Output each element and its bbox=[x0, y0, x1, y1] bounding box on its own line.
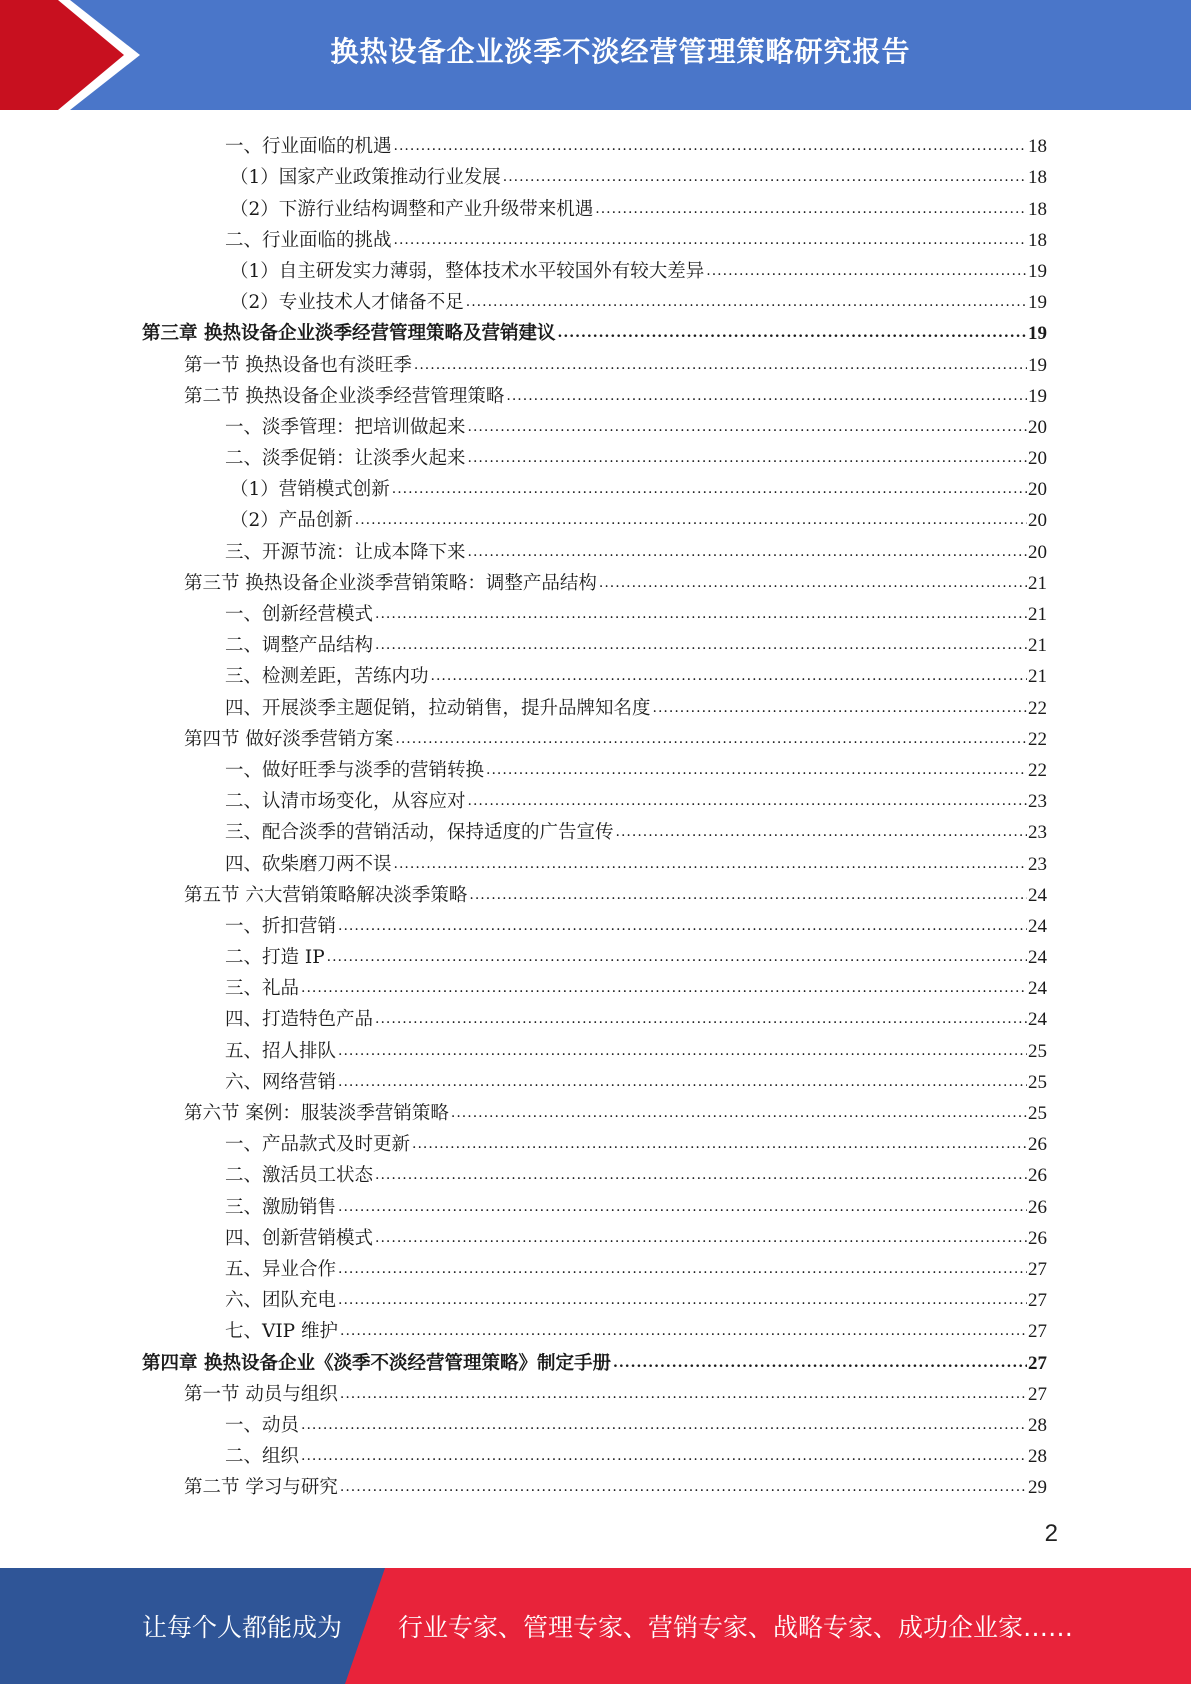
toc-entry-title: 一、产品款式及时更新 bbox=[225, 1134, 411, 1156]
toc-entry-title: （2）专业技术人才储备不足 bbox=[230, 292, 464, 314]
toc-leader-dots bbox=[375, 636, 1027, 654]
toc-subsection-entry[interactable] bbox=[142, 689, 1047, 720]
toc-subsection-entry[interactable] bbox=[142, 1157, 1047, 1188]
toc-entry-title: 七、VIP 维护 bbox=[225, 1321, 338, 1343]
toc-entry-title: 六、网络营销 bbox=[225, 1071, 337, 1093]
toc-entry-page: 18 bbox=[1028, 198, 1047, 220]
toc-entry-title: （1）国家产业政策推动行业发展 bbox=[230, 167, 501, 189]
toc-leader-dots bbox=[327, 948, 1027, 966]
toc-subsection-entry[interactable] bbox=[142, 1220, 1047, 1251]
toc-subsection-entry[interactable] bbox=[142, 783, 1047, 814]
footer-slogan-right: 行业专家、管理专家、营销专家、战略专家、成功企业家…… bbox=[398, 1613, 1074, 1642]
toc-subsection-entry[interactable] bbox=[142, 1001, 1047, 1032]
toc-entry-title: 一、做好旺季与淡季的营销转换 bbox=[225, 759, 485, 781]
toc-section-entry[interactable] bbox=[142, 1095, 1047, 1126]
toc-subsection-entry[interactable] bbox=[142, 596, 1047, 627]
toc-subsection-entry[interactable] bbox=[142, 1407, 1047, 1438]
toc-leader-dots bbox=[392, 480, 1027, 498]
toc-entry-title: （2）下游行业结构调整和产业升级带来机遇 bbox=[230, 198, 594, 220]
toc-entry-page: 19 bbox=[1028, 260, 1047, 282]
toc-leader-dots bbox=[468, 418, 1027, 436]
toc-entry-title: 第一节 换热设备也有淡旺季 bbox=[184, 354, 412, 376]
toc-leader-dots bbox=[301, 1447, 1027, 1465]
toc-entry-title: 第五节 六大营销策略解决淡季策略 bbox=[184, 884, 468, 906]
toc-subsection-entry[interactable] bbox=[142, 222, 1047, 253]
toc-leader-dots bbox=[412, 1135, 1027, 1153]
toc-leader-dots bbox=[468, 543, 1027, 561]
toc-subsection-entry[interactable] bbox=[142, 627, 1047, 658]
toc-entry-page: 26 bbox=[1028, 1196, 1047, 1218]
toc-entry-page: 19 bbox=[1028, 292, 1047, 314]
toc-subsection-entry[interactable] bbox=[142, 284, 1047, 315]
toc-entry-page: 23 bbox=[1028, 822, 1047, 844]
toc-entry-title: 一、行业面临的机遇 bbox=[225, 136, 392, 158]
toc-entry-title: （2）产品创新 bbox=[230, 510, 353, 532]
toc-entry-title: 第三节 换热设备企业淡季营销策略：调整产品结构 bbox=[184, 572, 597, 594]
toc-leader-dots bbox=[431, 667, 1027, 685]
toc-section-entry[interactable] bbox=[142, 1469, 1047, 1500]
toc-entry-page: 18 bbox=[1028, 229, 1047, 251]
toc-leader-dots bbox=[338, 917, 1027, 935]
toc-entry-title: 二、认清市场变化，从容应对 bbox=[225, 791, 466, 813]
toc-entry-title: 第四节 做好淡季营销方案 bbox=[184, 728, 394, 750]
toc-entry-page: 19 bbox=[1028, 385, 1047, 407]
toc-entry-page: 27 bbox=[1028, 1321, 1047, 1343]
toc-entry-page: 25 bbox=[1028, 1071, 1047, 1093]
toc-subsection-entry[interactable] bbox=[142, 939, 1047, 970]
toc-entry-title: 三、检测差距，苦练内功 bbox=[225, 666, 429, 688]
toc-entry-page: 20 bbox=[1028, 479, 1047, 501]
toc-leader-dots bbox=[557, 324, 1027, 342]
toc-entry-page: 24 bbox=[1028, 978, 1047, 1000]
toc-entry-page: 18 bbox=[1028, 136, 1047, 158]
toc-leader-dots bbox=[375, 1010, 1027, 1028]
toc-leader-dots bbox=[503, 168, 1027, 186]
toc-chapter-entry[interactable] bbox=[142, 1344, 1047, 1375]
toc-entry-page: 28 bbox=[1028, 1414, 1047, 1436]
report-title: 换热设备企业淡季不淡经营管理策略研究报告 bbox=[330, 35, 911, 68]
toc-subsection-entry[interactable] bbox=[142, 1251, 1047, 1282]
toc-entry-page: 21 bbox=[1028, 572, 1047, 594]
toc-entry-title: （1）自主研发实力薄弱，整体技术水平较国外有较大差异 bbox=[230, 260, 705, 282]
toc-entry-page: 20 bbox=[1028, 416, 1047, 438]
toc-entry-title: 三、开源节流：让成本降下来 bbox=[225, 541, 466, 563]
toc-entry-page: 20 bbox=[1028, 448, 1047, 470]
toc-entry-page: 25 bbox=[1028, 1103, 1047, 1124]
toc-subsection-entry[interactable] bbox=[142, 502, 1047, 533]
toc-leader-dots bbox=[414, 356, 1027, 374]
toc-leader-dots bbox=[394, 855, 1027, 873]
toc-entry-page: 21 bbox=[1028, 604, 1047, 625]
toc-entry-title: （1）营销模式创新 bbox=[230, 479, 390, 501]
toc-leader-dots bbox=[394, 137, 1027, 155]
toc-leader-dots bbox=[451, 1104, 1027, 1122]
toc-entry-page: 20 bbox=[1028, 541, 1047, 563]
toc-subsection-entry[interactable] bbox=[142, 658, 1047, 689]
toc-leader-dots bbox=[338, 1260, 1027, 1278]
toc-entry-page: 19 bbox=[1028, 323, 1047, 345]
toc-leader-dots bbox=[468, 449, 1027, 467]
toc-subsection-entry[interactable] bbox=[142, 128, 1047, 159]
toc-subsection-entry[interactable] bbox=[142, 1313, 1047, 1344]
toc-entry-title: 第一节 动员与组织 bbox=[184, 1383, 338, 1405]
toc-entry-page: 24 bbox=[1028, 884, 1047, 906]
toc-entry-title: 一、淡季管理：把培训做起来 bbox=[225, 416, 466, 438]
toc-section-entry[interactable] bbox=[142, 877, 1047, 908]
toc-entry-title: 四、打造特色产品 bbox=[225, 1009, 374, 1031]
toc-entry-page: 24 bbox=[1028, 915, 1047, 937]
toc-subsection-entry[interactable] bbox=[142, 970, 1047, 1001]
toc-subsection-entry[interactable] bbox=[142, 752, 1047, 783]
toc-leader-dots bbox=[599, 574, 1027, 592]
toc-entry-title: 二、打造 IP bbox=[225, 947, 325, 969]
toc-subsection-entry[interactable] bbox=[142, 409, 1047, 440]
toc-entry-page: 27 bbox=[1028, 1383, 1047, 1405]
toc-leader-dots bbox=[375, 1166, 1027, 1184]
toc-entry-page: 26 bbox=[1028, 1165, 1047, 1187]
toc-leader-dots bbox=[338, 1198, 1027, 1216]
footer-slogan-left: 让每个人都能成为 bbox=[142, 1613, 343, 1642]
toc-entry-page: 24 bbox=[1028, 947, 1047, 969]
toc-entry-page: 25 bbox=[1028, 1040, 1047, 1062]
toc-chapter-entry[interactable] bbox=[142, 315, 1047, 346]
toc-subsection-entry[interactable] bbox=[142, 908, 1047, 939]
toc-entry-title: 第三章 换热设备企业淡季经营管理策略及营销建议 bbox=[142, 323, 556, 345]
toc-entry-page: 24 bbox=[1028, 1009, 1047, 1031]
toc-leader-dots bbox=[375, 605, 1027, 623]
toc-leader-dots bbox=[468, 792, 1027, 810]
page-footer bbox=[0, 1568, 1191, 1684]
toc-leader-dots bbox=[301, 979, 1027, 997]
toc-subsection-entry[interactable] bbox=[142, 471, 1047, 502]
toc-section-entry[interactable] bbox=[142, 1376, 1047, 1407]
toc-entry-title: 一、创新经营模式 bbox=[225, 604, 374, 625]
toc-entry-title: 四、砍柴磨刀两不误 bbox=[225, 853, 392, 875]
toc-entry-title: 二、淡季促销：让淡季火起来 bbox=[225, 448, 466, 470]
toc-leader-dots bbox=[338, 1042, 1027, 1060]
toc-entry-page: 18 bbox=[1028, 167, 1047, 189]
toc-subsection-entry[interactable] bbox=[142, 1188, 1047, 1219]
toc-entry-page: 20 bbox=[1028, 510, 1047, 532]
toc-entry-page: 28 bbox=[1028, 1446, 1047, 1468]
toc-entry-title: 二、行业面临的挑战 bbox=[225, 229, 392, 251]
toc-subsection-entry[interactable] bbox=[142, 440, 1047, 471]
toc-subsection-entry[interactable] bbox=[142, 1126, 1047, 1157]
toc-entry-title: 五、异业合作 bbox=[225, 1258, 337, 1280]
toc-entry-page: 21 bbox=[1028, 666, 1047, 688]
toc-entry-page: 26 bbox=[1028, 1227, 1047, 1249]
toc-leader-dots bbox=[706, 262, 1027, 280]
toc-leader-dots bbox=[613, 1354, 1027, 1372]
toc-entry-title: 第二节 换热设备企业淡季经营管理策略 bbox=[184, 385, 505, 407]
toc-leader-dots bbox=[506, 387, 1027, 405]
toc-entry-title: 四、开展淡季主题促销，拉动销售，提升品牌知名度 bbox=[225, 697, 651, 719]
toc-subsection-entry[interactable] bbox=[142, 1064, 1047, 1095]
toc-leader-dots bbox=[395, 730, 1027, 748]
toc-leader-dots bbox=[595, 200, 1027, 218]
toc-leader-dots bbox=[469, 886, 1027, 904]
toc-entry-page: 27 bbox=[1028, 1290, 1047, 1312]
toc-section-entry[interactable] bbox=[142, 565, 1047, 596]
toc-leader-dots bbox=[340, 1322, 1027, 1340]
toc-subsection-entry[interactable] bbox=[142, 1282, 1047, 1313]
toc-entry-title: 四、创新营销模式 bbox=[225, 1227, 374, 1249]
toc-entry-title: 六、团队充电 bbox=[225, 1290, 337, 1312]
toc-leader-dots bbox=[338, 1073, 1027, 1091]
toc-leader-dots bbox=[394, 231, 1027, 249]
toc-entry-title: 三、配合淡季的营销活动，保持适度的广告宣传 bbox=[225, 822, 614, 844]
toc-entry-title: 二、调整产品结构 bbox=[225, 635, 374, 657]
toc-entry-title: 三、激励销售 bbox=[225, 1196, 337, 1218]
toc-leader-dots bbox=[616, 823, 1027, 841]
toc-entry-page: 21 bbox=[1028, 635, 1047, 657]
toc-leader-dots bbox=[653, 699, 1027, 717]
toc-subsection-entry[interactable] bbox=[142, 190, 1047, 221]
toc-entry-title: 第二节 学习与研究 bbox=[184, 1477, 338, 1499]
toc-leader-dots bbox=[355, 511, 1027, 529]
toc-entry-page: 23 bbox=[1028, 853, 1047, 875]
table-of-contents bbox=[142, 128, 1047, 1500]
toc-leader-dots bbox=[338, 1291, 1027, 1309]
toc-subsection-entry[interactable] bbox=[142, 159, 1047, 190]
toc-leader-dots bbox=[486, 761, 1027, 779]
toc-leader-dots bbox=[466, 293, 1027, 311]
toc-entry-title: 第六节 案例：服装淡季营销策略 bbox=[184, 1103, 449, 1124]
toc-subsection-entry[interactable] bbox=[142, 1032, 1047, 1063]
toc-section-entry[interactable] bbox=[142, 721, 1047, 752]
page-header bbox=[0, 0, 1191, 110]
toc-entry-title: 五、招人排队 bbox=[225, 1040, 337, 1062]
toc-subsection-entry[interactable] bbox=[142, 845, 1047, 876]
toc-leader-dots bbox=[375, 1229, 1027, 1247]
toc-entry-title: 二、激活员工状态 bbox=[225, 1165, 374, 1187]
page-number: 2 bbox=[1044, 1520, 1058, 1547]
toc-entry-page: 22 bbox=[1028, 728, 1047, 750]
toc-subsection-entry[interactable] bbox=[142, 253, 1047, 284]
toc-entry-title: 第四章 换热设备企业《淡季不淡经营管理策略》制定手册 bbox=[142, 1352, 611, 1374]
toc-leader-dots bbox=[301, 1416, 1027, 1434]
toc-leader-dots bbox=[340, 1478, 1027, 1496]
toc-entry-page: 26 bbox=[1028, 1134, 1047, 1156]
toc-entry-page: 22 bbox=[1028, 697, 1047, 719]
toc-section-entry[interactable] bbox=[142, 378, 1047, 409]
toc-section-entry[interactable] bbox=[142, 346, 1047, 377]
toc-entry-page: 22 bbox=[1028, 759, 1047, 781]
toc-subsection-entry[interactable] bbox=[142, 1438, 1047, 1469]
toc-subsection-entry[interactable] bbox=[142, 533, 1047, 564]
toc-entry-title: 三、礼品 bbox=[225, 978, 300, 1000]
toc-entry-page: 29 bbox=[1028, 1477, 1047, 1499]
toc-entry-page: 27 bbox=[1028, 1352, 1047, 1374]
toc-entry-page: 19 bbox=[1028, 354, 1047, 376]
toc-entry-title: 一、折扣营销 bbox=[225, 915, 337, 937]
toc-entry-title: 一、动员 bbox=[225, 1414, 300, 1436]
toc-subsection-entry[interactable] bbox=[142, 814, 1047, 845]
toc-entry-page: 27 bbox=[1028, 1258, 1047, 1280]
toc-leader-dots bbox=[340, 1385, 1027, 1403]
toc-entry-page: 23 bbox=[1028, 791, 1047, 813]
toc-entry-title: 二、组织 bbox=[225, 1446, 300, 1468]
